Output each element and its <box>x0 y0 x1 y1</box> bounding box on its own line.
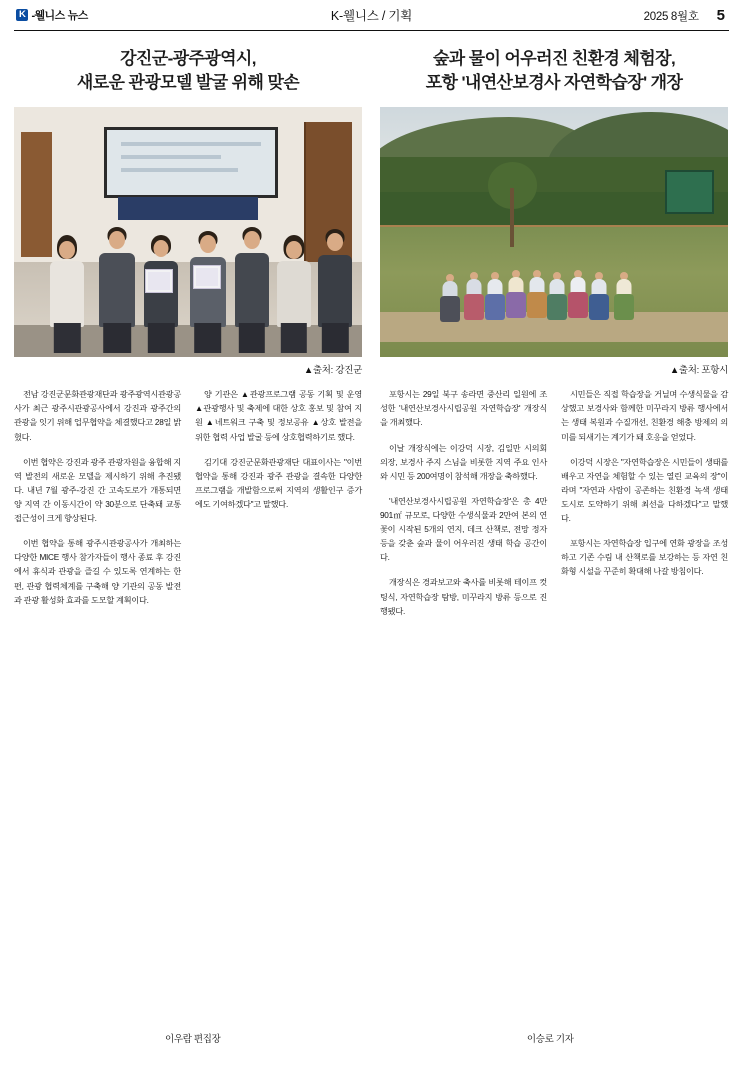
logo-k-mark: K <box>16 9 28 21</box>
photo-1-person-3 <box>139 235 183 327</box>
issue-date: 2025 8월호 <box>643 10 699 23</box>
paragraph: 이번 협약은 강진과 광주 관광자원을 융합해 지역 발전의 새로운 모델을 제시하기 위해 추진됐다. 내년 7월 광주-강진 간 고속도로가 개통되면 양 지역 간 이동시간이 약 30분으로 단축돼 교통 접근성이 크게 향상된다. <box>14 457 181 524</box>
paragraph: 이번 협약을 통해 광주시관광공사가 개최하는 다양한 MICE 행사 참가자들이 행사 종료 후 강진에서 휴식과 관광을 즐길 수 있도록 연계하는 한편, 관광 협력체계를 구축해 양 기관의 공동 발전과 관광 활성화 효과를 도모할 계획이다. <box>14 539 181 605</box>
byline-reporter: 이승로 기자 <box>526 1034 574 1045</box>
article-1-photo-credit: ▲출처: 강진군 <box>303 365 362 377</box>
section-title: K-웰니스 / 기획 <box>330 9 413 23</box>
signing-ceremony-photo <box>14 107 362 357</box>
article-1-column-1 <box>14 388 181 619</box>
paragraph: 포항시는 29일 북구 송라면 중산리 일원에 조성한 '내연산보경사시립공원 자연학습장' 개장식을 개최했다. <box>380 390 547 428</box>
paragraph: '내연산보경사시립공원 자연학습장'은 총 4만 901㎡ 규모로, 다양한 수생식물과 2만여 본의 연꽃이 시작된 5개의 연지, 데크 산책로, 전망 정자 등을 갖춘 숲과 물이 어우러진 생태 학습 공간이다. <box>380 496 547 563</box>
article-1-column-2 <box>195 388 362 619</box>
paragraph: 시민들은 직접 학습장을 거닐며 수생식물을 감상했고 보경사와 함께한 미꾸라지 방류 행사에서는 생태 복원과 수질개선, 친환경 해충 방제의 의미를 되새기는 계기가 돼 호응을 얻었다. <box>561 390 728 442</box>
article-1-photo-wrap <box>14 107 362 376</box>
paragraph: 김기대 강진군문화관광재단 대표이사는 "이번 협약을 통해 강진과 광주 관광을 결속한 다양한 프로그램을 개발함으로써 지역의 생활인구 증가에도 기여하겠다"고 말했다. <box>195 457 362 510</box>
photo-1-person-4 <box>185 231 231 327</box>
photo-1-presentation-screen <box>104 127 277 198</box>
article-area <box>14 31 729 630</box>
masthead-meta <box>644 7 725 24</box>
article-2-column-2 <box>561 388 728 630</box>
article-2-headline-line1: 숲과 물이 어우러진 친환경 체험장, <box>432 49 676 68</box>
article-1-headline-line2: 새로운 관광모델 발굴 위해 맞손 <box>76 73 300 93</box>
paragraph: 포항시는 자연학습장 입구에 연화 광장을 조성하고 기존 수림 내 산책로를 보강하는 등 자연 친화형 시설을 꾸준히 확대해 나갈 방침이다. <box>561 539 728 577</box>
article-1-body <box>14 388 362 619</box>
byline-editor: 이우람 편집장 <box>164 1034 221 1045</box>
paragraph: 이강덕 시장은 "자연학습장은 시민들이 생태를 배우고 자연을 체험할 수 있는 열린 교육의 장"이라며 "자연과 사람이 공존하는 친환경 녹색 생태도시로 도약하기 위해 최선을 다하겠다"고 말했다. <box>561 457 728 524</box>
paragraph: 개장식은 경과보고와 축사를 비롯해 테이프 컷팅식, 자연학습장 탐방, 미꾸라지 방류 등으로 진행됐다. <box>380 578 547 616</box>
masthead <box>14 0 729 31</box>
article-2-photo-credit: ▲출처: 포항시 <box>669 365 728 377</box>
article-gangjin-gwangju <box>14 41 362 630</box>
article-2-headline-line2: 포항 '내연산보경사 자연학습장' 개장 <box>425 73 683 93</box>
paragraph: 전남 강진군문화관광재단과 광주광역시관광공사가 최근 광주시관광공사에서 강진과 광주간의 관광을 잇기 위해 업무협약을 체결했다고 28일 밝혔다. <box>14 390 181 442</box>
article-pohang-eco-park <box>380 41 728 630</box>
footer-bylines <box>14 1031 729 1045</box>
photo-1-event-banner <box>118 197 257 220</box>
article-1-headline <box>14 47 362 95</box>
eco-learning-park-photo <box>380 107 728 357</box>
article-2-photo-wrap <box>380 107 728 376</box>
photo-1-person-6 <box>272 235 316 327</box>
article-2-headline <box>380 47 728 95</box>
photo-1-person-2 <box>94 227 140 327</box>
logo-news-text: 뉴스 <box>67 10 88 22</box>
logo-wellness-text: -웰니스 <box>31 10 65 22</box>
photo-1-person-5 <box>230 227 274 327</box>
photo-2-park-signboard <box>665 170 714 214</box>
article-2-column-1 <box>380 388 547 630</box>
article-2-body <box>380 388 728 630</box>
photo-1-agreement-folder-left <box>145 269 173 293</box>
paragraph: 이날 개장식에는 이강덕 시장, 김일만 시의회 의장, 보경사 주지 스님을 비롯한 지역 주요 인사와 시민 등 200여명이 참석해 개장을 축하했다. <box>380 443 547 481</box>
photo-1-person-7 <box>313 229 357 327</box>
article-1-headline-line1: 강진군-광주광역시, <box>120 49 256 68</box>
photo-1-agreement-folder-right <box>193 265 221 289</box>
page-number: 5 <box>716 6 725 24</box>
paragraph: 양 기관은 ▲관광프로그램 공동 기획 및 운영 ▲관광행사 및 축제에 대한 상호 홍보 및 참여 지원 ▲네트워크 구축 및 정보공유 ▲상호 발전을 위한 협력 사업 발굴 등에 상호협력하기로 했다. <box>195 390 362 442</box>
photo-1-person-1 <box>45 235 89 327</box>
photo-2-center-tree <box>488 162 537 247</box>
